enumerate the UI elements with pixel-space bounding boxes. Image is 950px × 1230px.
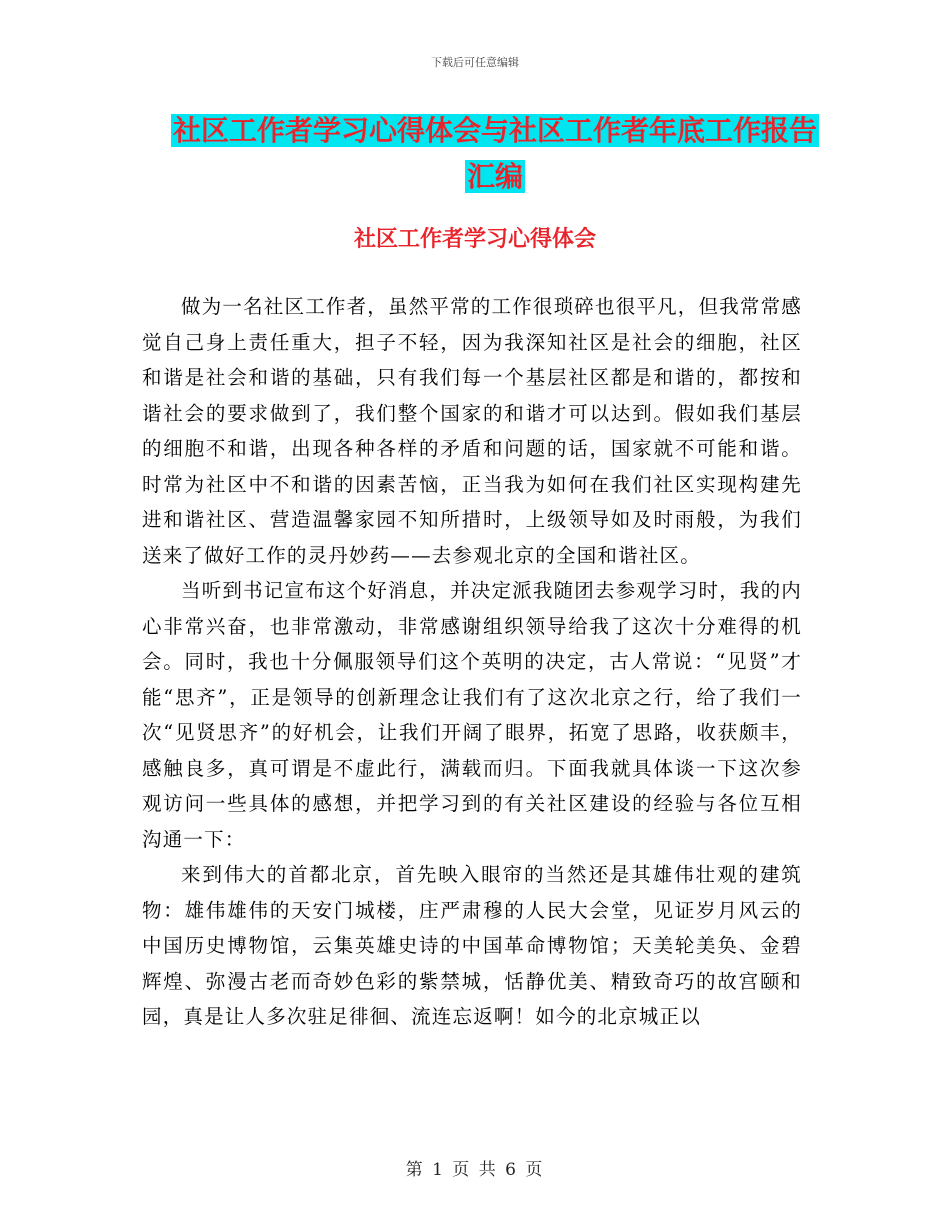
page-number: 第 1 页 共 6 页 [405, 1160, 545, 1180]
document-title [150, 108, 840, 200]
paragraph: 做为一名社区工作者，虽然平常的工作很琐碎也很平凡，但我常常感觉自己身上责任重大，担子不轻，因为我深知社区是社会的细胞，社区和谐是社会和谐的基础，只有我们每一个基层社区都是和谐的，都按和谐社会的要求做到了，我们整个国家的和谐才可以达到。假如我们基层的细胞不和谐，出现各种各样的矛盾和问题的话，国家就不可能和谐。时常为社区中不和谐的因素苦恼，正当我为如何在我们社区实现构建先进和谐社区、营造温馨家园不知所措时，上级领导如及时雨般，为我们送来了做好工作的灵丹妙药——去参观北京的全国和谐社区。 [142, 295, 803, 567]
header-note: 下载后可任意编辑 [431, 56, 519, 69]
document-body [142, 289, 802, 1035]
section-title: 社区工作者学习心得体会 [353, 227, 596, 252]
document-title-line-2: 汇编 [466, 160, 523, 193]
paragraph: 当听到书记宣布这个好消息，并决定派我随团去参观学习时，我的内心非常兴奋，也非常激动，非常感谢组织领导给我了这次十分难得的机会。同时，我也十分佩服领导们这个英明的决定，古人常说：“见贤”才能“思齐”，正是领导的创新理念让我们有了这次北京之行，给了我们一次“见贤思齐”的好机会，让我们开阔了眼界，拓宽了思路，收获颇丰，感触良多，真可谓是不虚此行，满载而归。下面我就具体谈一下这次参观访问一些具体的感想，并把学习到的有关社区建设的经验与各位互相沟通一下： [142, 579, 803, 851]
paragraph: 来到伟大的首都北京，首先映入眼帘的当然还是其雄伟壮观的建筑物：雄伟雄伟的天安门城楼，庄严肃穆的人民大会堂，见证岁月风云的中国历史博物馆，云集英雄史诗的中国革命博物馆；天美轮美奂、金碧辉煌、弥漫古老而奇妙色彩的紫禁城，恬静优美、精致奇巧的故宫颐和园，真是让人多次驻足徘徊、流连忘返啊！如今的北京城正以 [142, 863, 802, 1028]
document-title-line-1: 社区工作者学习心得体会与社区工作者年底工作报告 [172, 114, 817, 147]
